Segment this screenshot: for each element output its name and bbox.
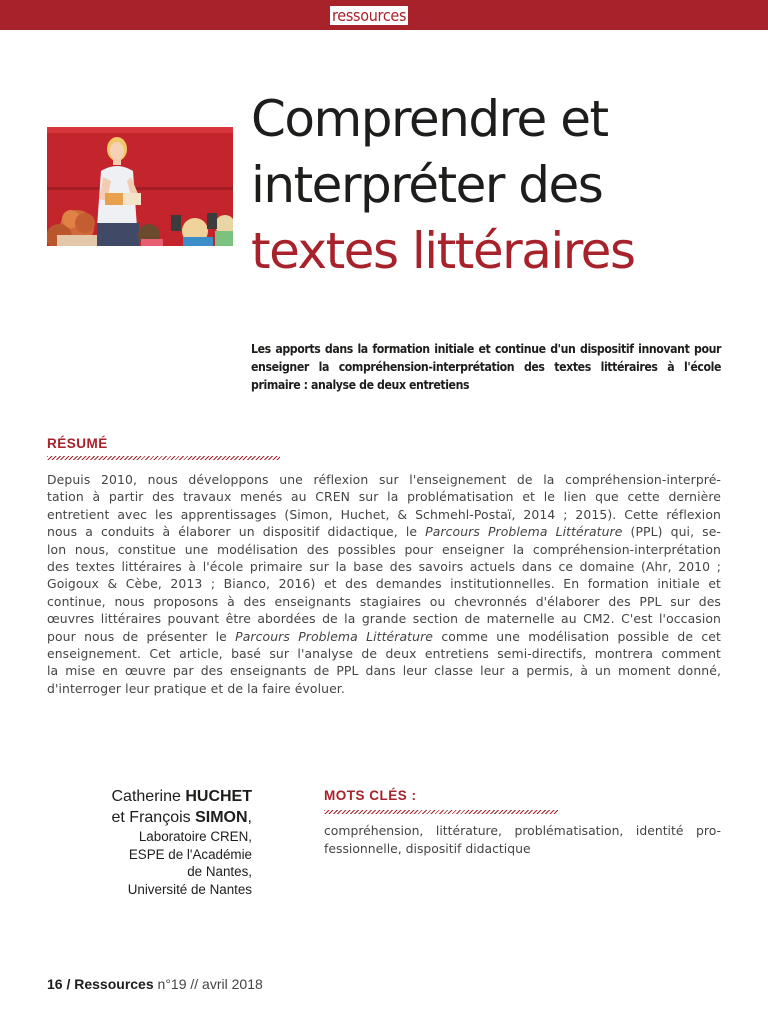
- abstract-line-text: comme une modélisation possible de cet: [433, 628, 721, 644]
- abstract-heading-rule: [47, 456, 280, 460]
- abstract-line: des textes littéraires à l'école primaire sur la base des savoirs actuels dans ce domaine (Ahr, 2010 ;: [47, 559, 721, 575]
- section-tag: ressources: [332, 6, 407, 25]
- title-line-1: Comprendre et: [251, 90, 608, 148]
- author-2-given-name: et François: [111, 809, 191, 826]
- abstract-line-text: pour nous de présenter le: [47, 628, 236, 644]
- journal-name: Ressources: [74, 976, 154, 992]
- header-bar: [0, 0, 768, 30]
- abstract-line-text: nous a conduits à élaborer un dispositif didactique, le: [47, 524, 426, 540]
- keywords-text: [324, 822, 721, 857]
- abstract-line: entretient avec les apprentissages (Simon, Huchet, & Schmehl-Postaï, 2014 ; 2015). Cette réflexion: [47, 506, 721, 522]
- abstract-line: [47, 628, 721, 645]
- abstract-line: d'interroger leur pratique et de la faire évoluer.: [47, 680, 345, 696]
- authors-block: [60, 786, 252, 898]
- affiliation-line: de Nantes,: [187, 864, 252, 879]
- page-footer: [47, 976, 263, 992]
- article-title: [251, 86, 731, 284]
- author-1-family-name: HUCHET: [185, 788, 252, 805]
- issue-date: // avril 2018: [190, 976, 263, 992]
- author-2: [60, 807, 252, 828]
- abstract-line: enseignement. Cet article, basé sur l'analyse de deux entretiens semi-directifs, montrera comment: [47, 646, 721, 662]
- keywords-line: compréhension, littérature, problématisation, identité pro-: [324, 823, 721, 838]
- author-1: [60, 786, 252, 807]
- abstract-line: œuvres littéraires pouvant être abordées de la grande section de maternelle au CM2. C'est l'occasion: [47, 611, 721, 627]
- title-line-3: textes littéraires: [251, 222, 635, 280]
- abstract-line: Goigoux & Cèbe, 2013 ; Bianco, 2016) et des demandes institutionnelles. En formation initiale et: [47, 576, 721, 592]
- ppl-title: Parcours Problema Littérature: [425, 524, 623, 540]
- abstract-line: tation à partir des travaux menés au CREN sur la problématisation et le lien que cette dernière: [47, 489, 721, 505]
- keywords-heading-rule: [324, 810, 558, 814]
- abstract-heading: RÉSUMÉ: [47, 436, 108, 451]
- ppl-title: Parcours Problema Littérature: [235, 628, 433, 644]
- keywords-heading: MOTS CLÉS :: [324, 788, 417, 803]
- affiliation-line: ESPE de l'Académie: [128, 846, 252, 862]
- author-2-family-name: SIMON: [195, 809, 248, 826]
- abstract-line: lon nous, constitue une modélisation des possibles pour enseigner la compréhension-interprétation: [47, 541, 721, 557]
- page-number: 16 /: [47, 976, 71, 992]
- affiliation-line: Laboratoire CREN,: [138, 829, 252, 844]
- author-1-given-name: Catherine: [111, 788, 181, 805]
- affiliation-line: Université de Nantes: [127, 881, 252, 897]
- title-line-2: interpréter des: [251, 156, 603, 214]
- abstract-text: [47, 471, 721, 697]
- abstract-line: la mise en œuvre par des enseignants de PPL dans leur classe leur a permis, à un moment donné,: [47, 663, 721, 679]
- abstract-line: [47, 523, 721, 540]
- issue-number: n°19: [157, 976, 187, 992]
- author-2-comma: ,: [247, 809, 252, 826]
- abstract-line: continue, nous proposons à des enseignants stagiaires ou chevronnés d'élaborer des PPL sur des: [47, 593, 721, 609]
- article-subtitle: Les apports dans la formation initiale et continue d'un dispositif innovant pour enseigner la compréhension-interprétation des textes littéraires à l'école primaire : analyse de deux entretiens: [251, 342, 721, 392]
- classroom-photo: [47, 127, 233, 246]
- abstract-line-text: (PPL) qui, se-: [622, 524, 722, 540]
- keywords-line: fessionnelle, dispositif didactique: [324, 840, 531, 856]
- abstract-line: Depuis 2010, nous développons une réflexion sur l'enseignement de la compréhension-interpré-: [47, 472, 721, 487]
